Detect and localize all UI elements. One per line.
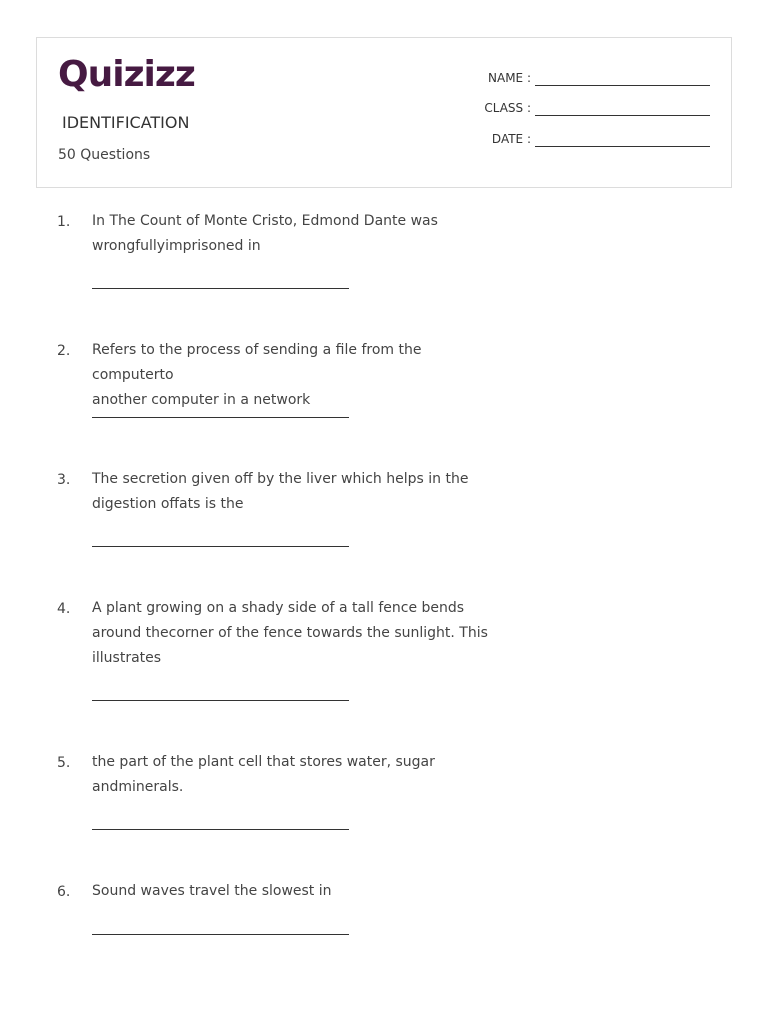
quizizz-logo: Quizizz <box>58 54 195 95</box>
question-line: wrongfullyimprisoned in <box>92 238 261 254</box>
question-line: andminerals. <box>92 779 184 795</box>
question-line: Sound waves travel the slowest in <box>92 883 332 899</box>
question-line: illustrates <box>92 650 162 666</box>
question-number: 4. <box>57 601 71 617</box>
date-line[interactable] <box>535 146 710 147</box>
name-field[interactable] <box>477 71 717 91</box>
class-label: CLASS : <box>484 101 531 115</box>
question-text <box>92 879 492 904</box>
date-field[interactable] <box>477 132 717 152</box>
question-line: the part of the plant cell that stores water, sugar <box>92 754 435 770</box>
name-label: NAME : <box>488 71 531 85</box>
question-text <box>92 596 492 671</box>
question-line: A plant growing on a shady side of a tall fence bends <box>92 600 465 616</box>
answer-line-5[interactable] <box>92 829 349 830</box>
question-line: around thecorner of the fence towards the sunlight. This <box>92 625 488 641</box>
question-line: digestion offats is the <box>92 496 244 512</box>
question-number: 5. <box>57 755 71 771</box>
answer-line-1[interactable] <box>92 288 349 289</box>
worksheet-title: IDENTIFICATION <box>62 113 190 132</box>
answer-line-6[interactable] <box>92 934 349 935</box>
date-label: DATE : <box>491 132 531 146</box>
class-field[interactable] <box>477 101 717 121</box>
question-number: 6. <box>57 884 71 900</box>
question-text <box>92 467 492 517</box>
class-line[interactable] <box>535 115 710 116</box>
question-number: 2. <box>57 343 71 359</box>
answer-line-3[interactable] <box>92 546 349 547</box>
question-line: Refers to the process of sending a file from the computerto <box>92 342 422 383</box>
question-text <box>92 209 492 259</box>
question-count: 50 Questions <box>58 147 151 163</box>
question-number: 3. <box>57 472 71 488</box>
question-text <box>92 338 492 413</box>
question-text <box>92 750 492 800</box>
question-line: another computer in a network <box>92 392 311 408</box>
question-number: 1. <box>57 214 71 230</box>
name-line[interactable] <box>535 85 710 86</box>
answer-line-4[interactable] <box>92 700 349 701</box>
question-line: In The Count of Monte Cristo, Edmond Dante was <box>92 213 438 229</box>
worksheet-header <box>36 37 732 188</box>
answer-line-2[interactable] <box>92 417 349 418</box>
question-line: The secretion given off by the liver which helps in the <box>92 471 469 487</box>
